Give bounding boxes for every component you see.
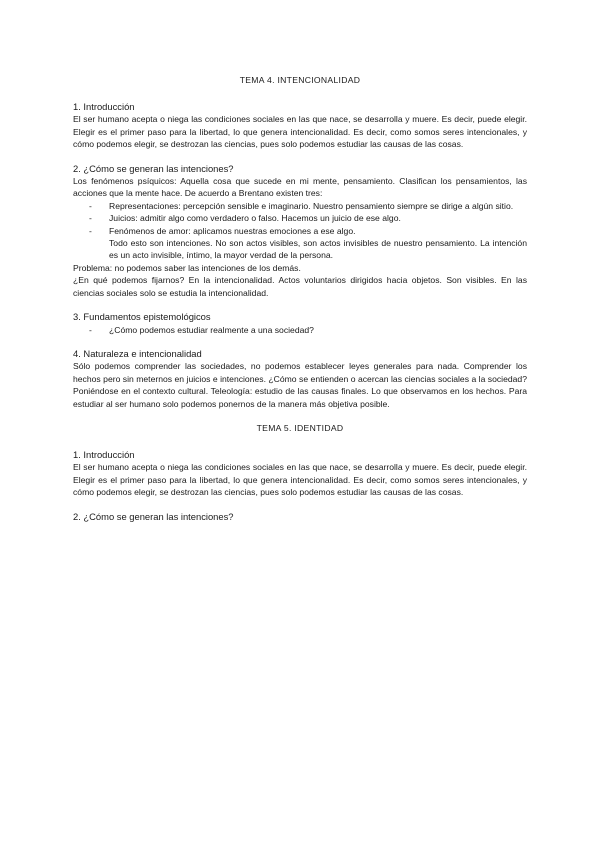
tema5-s1-heading: 1. Introducción — [73, 448, 135, 460]
tema4-s2-question: ¿En qué podemos fijarnos? En la intencionalidad. Actos voluntarios dirigidos hacia objetos. Son visibles. En las ciencias sociales solo se estudia la intencionalidad. — [73, 275, 527, 298]
list-item-text: Representaciones: percepción sensible e imaginario. Nuestro pensamiento siempre se dirige a algún sitio. — [109, 200, 514, 211]
list-item — [73, 212, 527, 224]
tema4-s2-note: Todo esto son intenciones. No son actos visibles, son actos invisibles de nuestro pensamiento. La intención es un acto invisible, íntimo, la mayor verdad de la persona. — [109, 238, 527, 261]
list-item — [73, 225, 527, 237]
tema5-s1-text: El ser humano acepta o niega las condiciones sociales en las que nace, se desarrolla y muere. Es decir, puede elegir. Elegir es el primer paso para la libertad, lo que genera intencionalidad. Es decir, como somos seres intencionales, y cómo podemos elegir, se destrozan las ciencias, pues solo podemos estudiar las causas de las cosas. — [73, 462, 527, 498]
tema4-title: TEMA 4. INTENCIONALIDAD — [239, 75, 361, 85]
tema4-s3-list — [73, 324, 527, 336]
document-body — [73, 74, 527, 523]
list-item — [73, 200, 527, 212]
tema5-title: TEMA 5. IDENTIDAD — [256, 422, 344, 433]
tema4-s4-heading: 4. Naturaleza e intencionalidad — [73, 347, 202, 359]
tema4-s3-heading: 3. Fundamentos epistemológicos — [73, 311, 211, 323]
tema4-s1-text: El ser humano acepta o niega las condiciones sociales en las que nace, se desarrolla y muere. Es decir, puede elegir. Elegir es el primer paso para la libertad, lo que genera intencionalidad. Es decir, como somos seres intencionales, y cómo podemos elegir, se destrozan las ciencias, pues solo podemos estudiar las causas de las cosas. — [73, 114, 527, 150]
list-item-text: ¿Cómo podemos estudiar realmente a una sociedad? — [109, 324, 314, 335]
list-item — [73, 324, 527, 336]
tema4-s4-text: Sólo podemos comprender las sociedades, no podemos establecer leyes generales para nada. Comprender los hechos pero sin meternos en juicios e intenciones. ¿Cómo se entienden o acercan las ciencias sociales a la sociedad? Poniéndose en el contexto cultural. Teleología: estudio de las causas finales. Lo que observamos en los hechos. Para estudiar al ser humano solo podemos ponernos de la manera más objetiva posible. — [73, 361, 527, 409]
dash-bullet: - — [89, 213, 92, 224]
tema4-s2-list — [73, 200, 527, 237]
dash-bullet: - — [89, 225, 92, 236]
tema4-s1-heading: 1. Introducción — [73, 101, 135, 112]
dash-bullet: - — [89, 324, 92, 335]
list-item-text: Fenómenos de amor: aplicamos nuestras emociones a ese algo. — [109, 225, 356, 236]
tema4-s2-intro: Los fenómenos psíquicos: Aquella cosa que sucede en mi mente, pensamiento. Clasifican los pensamientos, las acciones que la mente hace. De acuerdo a Brentano existen tres: — [73, 176, 527, 199]
tema4-s2-heading: 2. ¿Cómo se generan las intenciones? — [73, 162, 234, 174]
tema5-s2-heading: 2. ¿Cómo se generan las intenciones? — [73, 510, 234, 522]
dash-bullet: - — [89, 200, 92, 211]
tema4-s2-problem: Problema: no podemos saber las intenciones de los demás. — [73, 262, 301, 273]
list-item-text: Juicios: admitir algo como verdadero o falso. Hacemos un juicio de ese algo. — [109, 213, 401, 224]
